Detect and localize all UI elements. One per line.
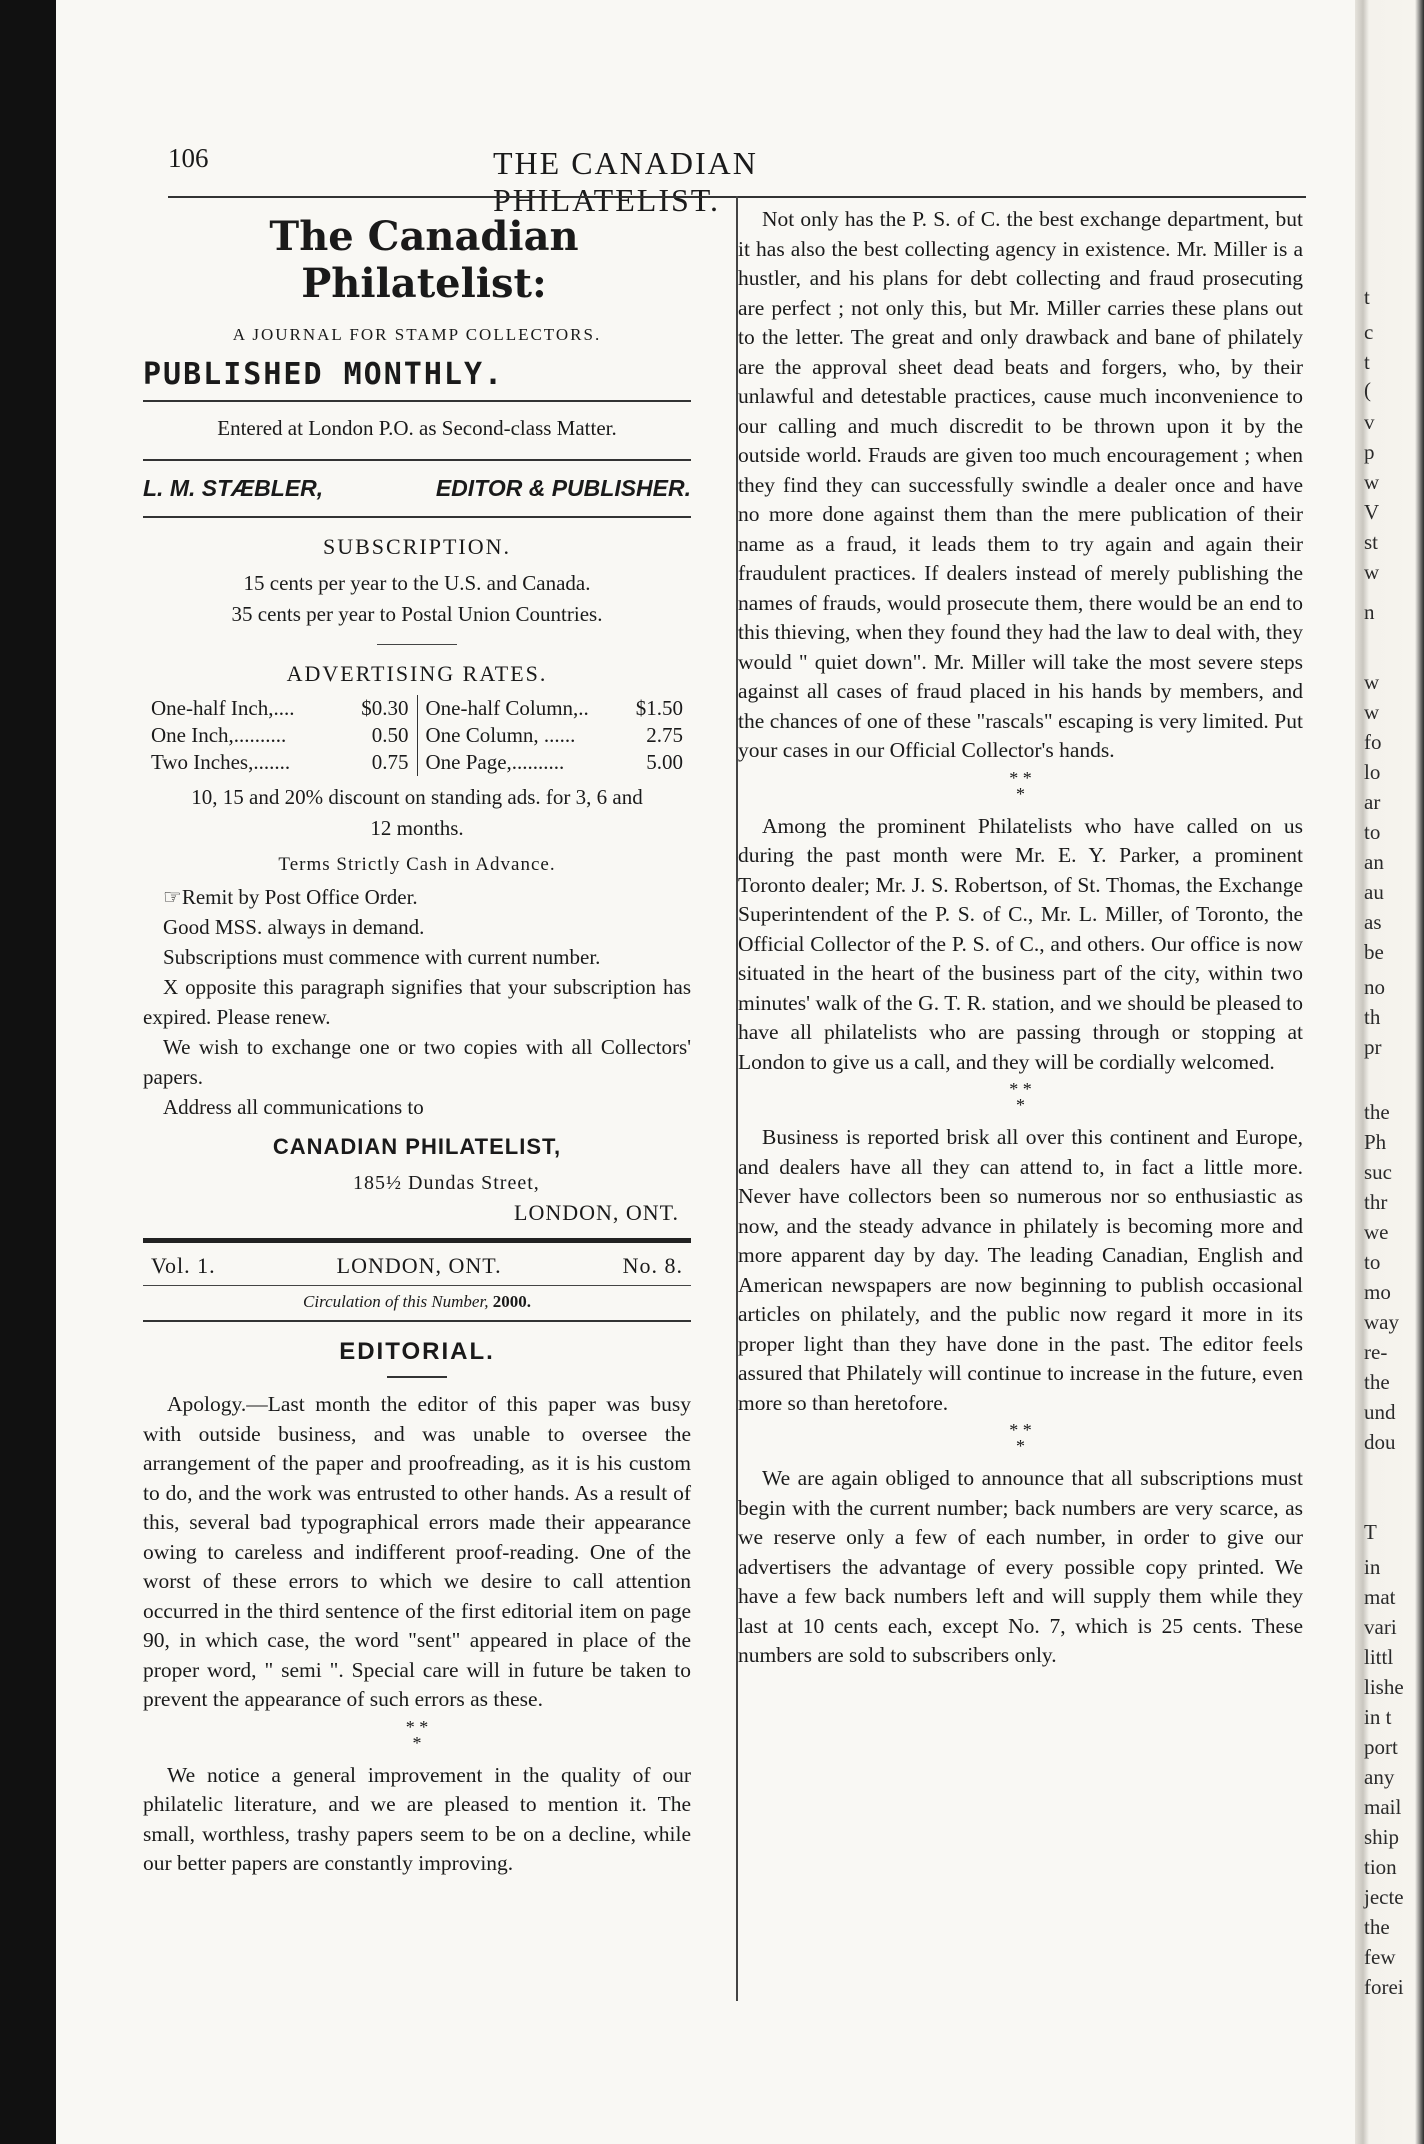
section-stars: * * * — [1009, 767, 1032, 804]
facing-page-fragment: the — [1364, 1370, 1390, 1394]
facing-page-fragment: few — [1364, 1945, 1396, 1969]
volume: Vol. 1. — [151, 1253, 216, 1278]
address-street: 185½ Dundas Street, — [353, 1172, 540, 1194]
issue-line — [151, 1253, 683, 1279]
paragraph-collecting-agency: Not only has the P. S. of C. the best exchange department, but it has also the best collecting agency in existence. Mr. Miller is a hustler, and his plans for debt collecting and fraud prosecuting are perfect ; not only this, but Mr. Miller carries these plans out to the letter. The great and only drawback and bane of philately are the approval sheet dead beats and forgers, who, by their unlawful and detestable practices, cause much inconvenience to our calling and much discredit to be thrown upon it by the outside world. Frauds are given too much encouragement ; when they find they can successfully swindle a dealer once and have no more done against them than the mere publication of their name as a fraud, it leads them to try again and again their fraudulent practices. If dealers instead of merely publishing the names of frauds, would prosecute them, there would be an end to this thieving, when they found they had the law to deal with, they would " quiet down". Mr. Miller will take the most severe steps against all cases of fraud placed in his hands by members, and the chances of one of these "rascals" escaping is very limited. Put your cases in our Official Collector's hands. — [738, 207, 1303, 762]
facing-page-fragment: w — [1364, 700, 1380, 724]
circulation-line: Circulation of this Number, 2000. — [303, 1292, 531, 1311]
rates-right — [417, 695, 692, 776]
facing-page-fragment: Ph — [1364, 1130, 1387, 1154]
rate-row: One Inch,.......... 0.50 — [151, 723, 409, 747]
short-divider — [377, 644, 457, 645]
exchange-note: We wish to exchange one or two copies with all Collectors' papers. — [143, 1035, 691, 1089]
rate-row: One-half Inch,.... $0.30 — [151, 696, 409, 720]
facing-page-fragment: t — [1364, 350, 1370, 374]
facing-page-fragment: dou — [1364, 1430, 1396, 1454]
facing-page-fragment: to — [1364, 820, 1381, 844]
facing-page-fragment: re- — [1364, 1340, 1388, 1364]
running-header — [168, 135, 988, 218]
subscription-line: 35 cents per year to Postal Union Countries. — [231, 602, 603, 626]
facing-page-fragment: the — [1364, 1100, 1390, 1124]
subs-note: Subscriptions must commence with current number. — [163, 945, 601, 969]
facing-page-fragment: lishe — [1364, 1675, 1404, 1699]
editor-line — [143, 475, 691, 502]
address-city: LONDON, ONT. — [514, 1200, 679, 1225]
advertising-heading: ADVERTISING RATES. — [286, 661, 548, 686]
facing-page-fragment: jecte — [1364, 1885, 1404, 1909]
facing-page-fragment: t — [1364, 285, 1370, 309]
published-monthly: PUBLISHED MONTHLY. — [143, 357, 505, 392]
facing-page-fragment: fo — [1364, 730, 1382, 754]
facing-page-fragment: tion — [1364, 1855, 1397, 1879]
facing-page-fragment: an — [1364, 850, 1384, 874]
facing-page-fragment: mo — [1364, 1280, 1391, 1304]
facing-page-fragment: any — [1364, 1765, 1395, 1789]
improvement-paragraph: We notice a general improvement in the quality of our philatelic literature, and we are pleased to mention it. The small, worthless, trashy papers seem to be on a decline, while our better papers are constantly improving. — [143, 1762, 691, 1875]
entered-notice: Entered at London P.O. as Second-class Matter. — [217, 416, 617, 440]
discount-note: 10, 15 and 20% discount on standing ads. for 3, 6 and 12 months. — [191, 785, 643, 840]
mss-note: Good MSS. always in demand. — [163, 915, 425, 939]
section-stars: * * * — [405, 1716, 429, 1753]
paragraph-visitors: Among the prominent Philatelists who have called on us during the past month were Mr. E. Y. Parker, a prominent Toronto dealer; Mr. J. S. Robertson, of St. Thomas, the Exchange Superintendent of the P. S. of C., Mr. L. Miller, of Toronto, the Official Collector of the P. S. of C., and others. Our office is now situated in the heart of the business part of the city, within two minutes' walk of the G. T. R. station, and we should be pleased to have all philatelists who are passing through or stopping at London to give us a call, and they will be cordially welcomed. — [738, 813, 1303, 1074]
facing-page-fragment: ar — [1364, 790, 1381, 814]
section-stars: * * * — [1009, 1420, 1032, 1456]
facing-page-fragment: vari — [1364, 1615, 1397, 1639]
masthead-subtitle: A JOURNAL FOR STAMP COLLECTORS. — [232, 325, 602, 344]
facing-page-fragment: st — [1364, 530, 1379, 554]
editor-role: EDITOR & PUBLISHER. — [435, 475, 691, 501]
facing-page-fragment: be — [1364, 940, 1384, 964]
facing-page-fragment: mat — [1364, 1585, 1396, 1609]
facing-page-fragment: p — [1364, 440, 1375, 464]
address-intro: Address all communications to — [163, 1095, 424, 1119]
facing-page-fragment: c — [1364, 320, 1374, 344]
subscription-line: 15 cents per year to the U.S. and Canada. — [243, 571, 591, 595]
facing-page-fragment: suc — [1364, 1160, 1392, 1184]
facing-page-fragment: mail — [1364, 1795, 1402, 1819]
facing-page-fragment: w — [1364, 470, 1380, 494]
running-title: THE CANADIAN PHILATELIST. — [493, 145, 758, 218]
facing-page-fragment: no — [1364, 975, 1385, 999]
divider — [143, 1285, 691, 1286]
facing-page-fragment: und — [1364, 1400, 1396, 1424]
facing-page-fragment: port — [1364, 1735, 1398, 1759]
terms-heading: Terms Strictly Cash in Advance. — [278, 854, 556, 875]
facing-page-fragment: forei — [1364, 1975, 1404, 1999]
editorial-heading: EDITORIAL. — [339, 1338, 495, 1365]
facing-page-fragment: v — [1364, 410, 1375, 434]
paragraph-back-numbers: We are again obliged to announce that all subscriptions must begin with the current number; back numbers are very scarce, as we reserve only a few of each number, in order to give our advertisers the advantage of every possible copy printed. We have a few back numbers left and will supply them while they last at 10 cents each, except No. 7, which is 25 cents. These numbers are sold to subscribers only. — [738, 1466, 1303, 1667]
facing-page-fragment: lo — [1364, 760, 1381, 784]
divider — [143, 1320, 691, 1322]
divider — [143, 516, 691, 518]
facing-page-fragment: to — [1364, 1250, 1381, 1274]
facing-page-fragment: we — [1364, 1220, 1389, 1244]
page-number: 106 — [168, 143, 209, 173]
facing-page-fragment: the — [1364, 1915, 1390, 1939]
issue-number: No. 8. — [622, 1253, 683, 1278]
facing-page-fragment: way — [1364, 1310, 1399, 1334]
remit-note: ☞Remit by Post Office Order. — [163, 885, 418, 909]
editor-name: L. M. STÆBLER, — [143, 475, 324, 501]
facing-page-fragment: ship — [1364, 1825, 1400, 1849]
facing-page-fragment: w — [1364, 560, 1380, 584]
section-stars: * * * — [1009, 1079, 1032, 1115]
rates-table — [143, 695, 691, 776]
rate-row: One-half Column,.. $1.50 — [425, 696, 683, 720]
right-column — [738, 205, 1303, 1671]
facing-page-fragment: littl — [1364, 1645, 1394, 1669]
facing-page-fragment: as — [1364, 910, 1382, 934]
masthead-title: The Canadian Philatelist: — [269, 213, 579, 307]
facing-page-fragment: V — [1364, 500, 1380, 524]
facing-page-fragment: w — [1364, 670, 1380, 694]
expired-note: X opposite this paragraph signifies that your subscription has expired. Please renew. — [143, 975, 691, 1029]
rate-row: Two Inches,....... 0.75 — [151, 750, 409, 774]
facing-page-fragment: ( — [1364, 378, 1371, 402]
thick-divider — [143, 1238, 691, 1243]
facing-page-fragment: au — [1364, 880, 1384, 904]
short-divider — [387, 1376, 447, 1378]
rate-row: One Page,.......... 5.00 — [425, 750, 683, 774]
address-name: CANADIAN PHILATELIST, — [272, 1134, 562, 1159]
paragraph-business: Business is reported brisk all over this continent and Europe, and dealers have all they can attend to, in fact a little more. Never have collectors been so numerous nor so enthusiastic as now, and the steady advance in philately is becoming more and more apparent day by day. The leading Canadian, English and American newspapers are now beginning to publish occasional articles on philately, and the public now regard it more in its proper light than they have done in the past. The editor feels assured that Philately will continue to increase in the future, even more so than heretofore. — [738, 1125, 1303, 1415]
facing-page-fragment: thr — [1364, 1190, 1388, 1214]
facing-page-fragment: T — [1364, 1520, 1377, 1544]
apology-paragraph: Apology.—Last month the editor of this paper was busy with outside business, and was unable to oversee the arrangement of the paper and proofreading, as it is his custom to do, and the work was entrusted to other hands. As a result of this, several bad typographical errors made their appearance owing to careless and indifferent proof-reading. One of the worst of these errors to which we desire to call attention occurred in the third sentence of the first editorial item on page 90, in which case, the word "sent" appeared in place of the proper word, " semi ". Special care will in future be taken to prevent the appearance of such errors as these. — [143, 1392, 691, 1711]
subscription-heading: SUBSCRIPTION. — [323, 534, 511, 559]
facing-page-fragment: th — [1364, 1005, 1381, 1029]
facing-page-fragment: pr — [1364, 1035, 1382, 1059]
divider — [143, 400, 691, 402]
facing-page-fragment: in t — [1364, 1705, 1392, 1729]
left-column — [143, 205, 691, 1879]
issue-place: LONDON, ONT. — [336, 1253, 502, 1278]
divider — [143, 459, 691, 461]
rates-left — [143, 695, 417, 776]
facing-page-fragment: n — [1364, 600, 1375, 624]
rate-row: One Column, ...... 2.75 — [425, 723, 683, 747]
facing-page-fragment: in — [1364, 1555, 1381, 1579]
